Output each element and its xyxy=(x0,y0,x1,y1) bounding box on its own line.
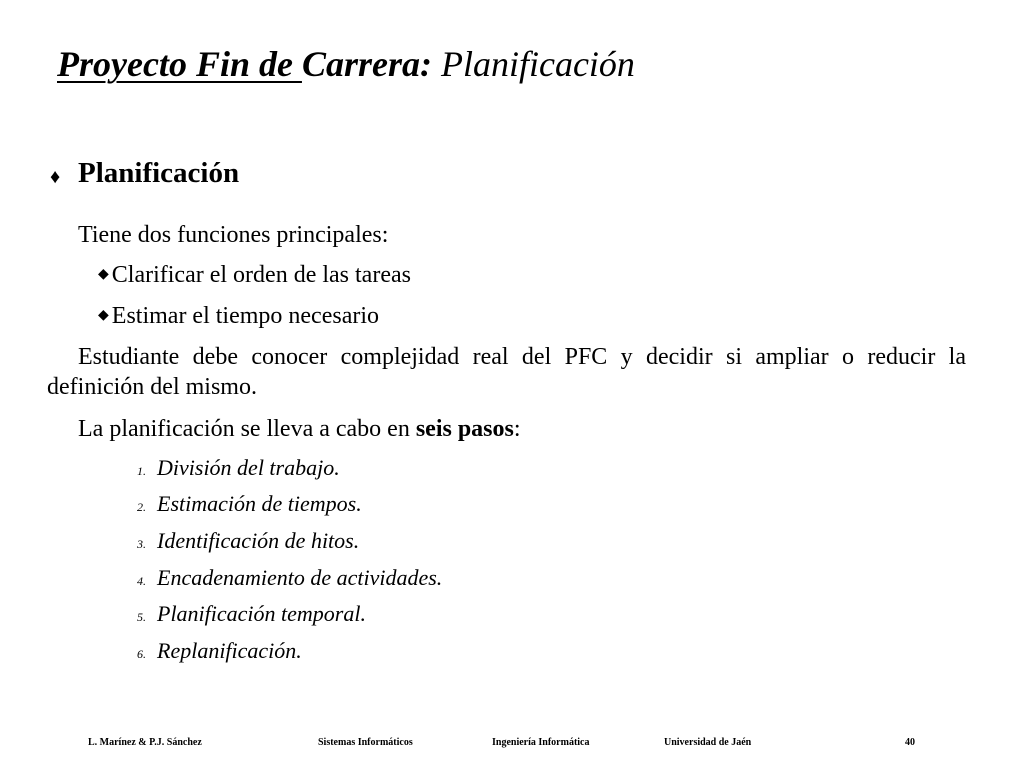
diamond-bullet-icon: ♦ xyxy=(50,166,61,188)
step-text: Encadenamiento de actividades. xyxy=(157,565,443,590)
title-bold-part: Carrera: xyxy=(301,44,432,84)
steps-intro-colon: : xyxy=(513,416,521,442)
step-item xyxy=(137,600,366,631)
step-number: 1. xyxy=(137,464,146,478)
step-item xyxy=(137,490,362,521)
diamond-bullet-icon: ◆ xyxy=(98,308,109,323)
footer-page-number: 40 xyxy=(905,737,915,748)
footer-university: Universidad de Jaén xyxy=(664,737,752,748)
step-number: 2. xyxy=(137,500,146,514)
step-number: 3. xyxy=(137,537,146,551)
footer-course: Sistemas Informáticos xyxy=(318,737,413,748)
body-paragraph: Estudiante debe conocer complejidad real del PFC y decidir si ampliar o reducir la definición del mismo. xyxy=(47,344,966,400)
step-text: Estimación de tiempos. xyxy=(157,491,362,516)
slide-title xyxy=(57,42,635,86)
step-text: Planificación temporal. xyxy=(157,601,366,626)
steps-intro-text: La planificación se lleva a cabo en xyxy=(78,416,416,442)
step-number: 5. xyxy=(137,610,146,624)
sub-item-text: Clarificar el orden de las tareas xyxy=(111,262,411,288)
step-item xyxy=(137,454,340,485)
step-item xyxy=(137,637,302,668)
footer-degree: Ingeniería Informática xyxy=(492,737,590,748)
step-number: 4. xyxy=(137,574,146,588)
step-number: 6. xyxy=(137,647,146,661)
steps-intro xyxy=(78,414,521,444)
title-subtitle: Planificación xyxy=(431,44,635,84)
intro-text: Tiene dos funciones principales: xyxy=(78,222,389,248)
step-text: División del trabajo. xyxy=(157,455,340,480)
step-item xyxy=(137,564,442,595)
section-heading-text: Planificación xyxy=(78,157,240,189)
sub-item xyxy=(98,260,411,290)
sub-item-text: Estimar el tiempo necesario xyxy=(111,303,380,329)
title-underlined-part: Proyecto Fin de xyxy=(57,44,302,84)
footer-authors: L. Marínez & P.J. Sánchez xyxy=(88,737,202,748)
sub-item xyxy=(98,301,379,331)
step-text: Replanificación. xyxy=(157,638,302,663)
step-text: Identificación de hitos. xyxy=(157,528,360,553)
steps-intro-bold: seis pasos xyxy=(415,416,514,442)
step-item xyxy=(137,527,359,558)
diamond-bullet-icon: ◆ xyxy=(98,267,109,282)
